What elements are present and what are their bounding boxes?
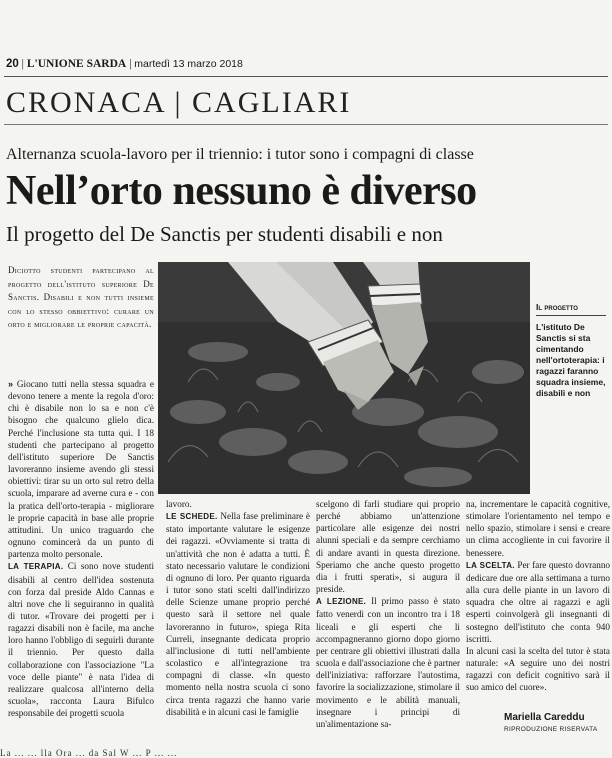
photo-caption — [536, 302, 606, 399]
subheading-terapia: LA TERAPIA. — [8, 562, 64, 572]
col2-text0: lavoro. — [166, 499, 192, 509]
article-column-1 — [8, 378, 154, 719]
lead-mark: » — [8, 379, 14, 389]
caption-text: L'istituto De Sanctis si sta cimentando nell'ortoterapia: i ragazzi faranno squadra insieme, disabili e non — [536, 322, 606, 398]
col4-sub1-text: Per fare questo dovranno dedicare due ore alla settimana a turno alla cura delle piante in un lavoro di squadra che oltre ai ragazzi e agli esperti coinvolgerà gli insegnanti di sostegno dell'istituto che conta 940 iscritti. — [466, 559, 611, 644]
col1-sub1-text: Ci sono nove studenti disabili al centro dell'idea sostenuta con forza dal preside Aldo Cannas e altri nove che li seguiranno in qualità di tutor. «Trovare dei progetti per i ragazzi disabili non è facile, ma anche loro hanno l'obbligo di seguirli durante il triennio. Per questo dalla collaborazione con l'associazione "La voce delle piante" è nata l'idea di realizzare qualcosa all'interno della scuola», racconta Laura Bifulco responsabile dei progetti scuola — [8, 561, 154, 719]
newspaper-name: L'UNIONE SARDA — [26, 58, 127, 70]
article-column-4 — [466, 498, 610, 694]
col1-text: Giocano tutti nella stessa squadra e devono tenere a mente la regola d'oro: chi è disabile non lo sa e non c'è bisogno che qualcuno glielo dica. Perché l'inclusione sta tutta qui. I 18 studenti che partecipano al progetto dell'istituto superiore De Sanctis lavoreranno insieme avendo gli stessi obiettivi: tirar su un orto sul retro della scuola, imparare ad averne cura e - con la pratica dell'orto-terapia - migliorare le proprie capacità in base alle proprie attitudini. Un unico traguardo che ognuno comincerà da un punto di partenza molto personale. — [8, 379, 155, 560]
page-number: 20 — [6, 58, 19, 70]
article-summary: Diciotto studenti partecipano al progetto dell'istituto superiore De Sanctis. Disabili e non tutti insieme con lo stesso obbiettivo: curare un orto e migliorare le proprie capacità. — [8, 265, 154, 330]
article-column-3 — [316, 498, 460, 730]
col3-sub1-text: Il primo passo è stato fatto venerdì con un incontro tra i 18 liceali e gli esperti che li accompagneranno giorno dopo giorno per centrare gli obiettivi illustrati dalla scuola e dall'associazione che è partner dell'iniziativa: rafforzare l'autostima, favorire la socializzazione, stimolare il movimento e le abilità manuali, insegnare i principi di un'alimentazione sa- — [316, 596, 461, 729]
col4-text0: na, incrementare le capacità cognitive, stimolare l'orientamento nel tempo e nello spazio, stimolare i sensi e creare un clima accogliente in cui favorire il benessere. — [466, 499, 610, 558]
article-subhead: Il progetto del De Sanctis per studenti disabili e non — [6, 222, 443, 246]
issue-date: martedì 13 marzo 2018 — [134, 58, 243, 70]
article-photo — [158, 262, 530, 494]
article-headline: Nell’orto nessuno è diverso — [6, 168, 477, 214]
col4-text2: In alcuni casi la scelta del tutor è stata naturale: «A seguire uno dei nostri ragazzi con deficit cognitivo sarà il suo amico del cuore». — [466, 645, 610, 693]
subheading-scelta: LA SCELTA. — [466, 560, 515, 570]
cut-off-text-fragment: La ... ... lla Ora ... da Sal W ... P ... ... — [0, 748, 178, 758]
col2-sub1-text: Nella fase preliminare è stato importante valutare le esigenze dei ragazzi. «Ovviamente si tratta di un'attività che non è adatta a tutti. È stato necessario valutare le condizioni di ognuno di loro. Per quanto riguarda i tutor sono stati scelti dall'indirizzo delle Scienze umane proprio perché questo sarà il settore nel quale lavoreranno in futuro», spiega Rita Curreli, insegnante dedicata proprio all'inclusione di tutti nell'ambiente scolastico e all'integrazione tra compagni di classe. «In questo momento nella nostra scuola ci sono circa trenta ragazzi che hanno varie disabilità e in alcuni casi le famiglie — [166, 511, 311, 717]
article-kicker: Alternanza scuola-lavoro per il triennio: i tutor sono i compagni di classe — [6, 146, 474, 163]
article-author: Mariella Careddu — [504, 712, 585, 723]
section-rule — [4, 124, 608, 125]
article-column-2 — [166, 498, 310, 718]
photo-hands-planting — [158, 262, 530, 494]
section-header: CRONACA | CAGLIARI — [6, 86, 352, 119]
col3-text0: scelgono di farli studiare qui proprio perché abbiamo un'attenzione particolare alle esigenze dei nostri alunni speciali e da sempre cerchiamo di andare avanti in questa direzione. Speriamo che anche questo progetto dia i frutti sperati», si augura il preside. — [316, 499, 460, 595]
subheading-lezione: A LEZIONE. — [316, 597, 367, 607]
subheading-schede: LE SCHEDE. — [166, 512, 218, 522]
caption-label: Il progetto — [536, 302, 606, 316]
masthead: 20 | L'UNIONE SARDA | martedì 13 marzo 2018 — [6, 58, 243, 70]
masthead-rule — [4, 76, 608, 77]
rights-notice: RIPRODUZIONE RISERVATA — [504, 726, 598, 733]
